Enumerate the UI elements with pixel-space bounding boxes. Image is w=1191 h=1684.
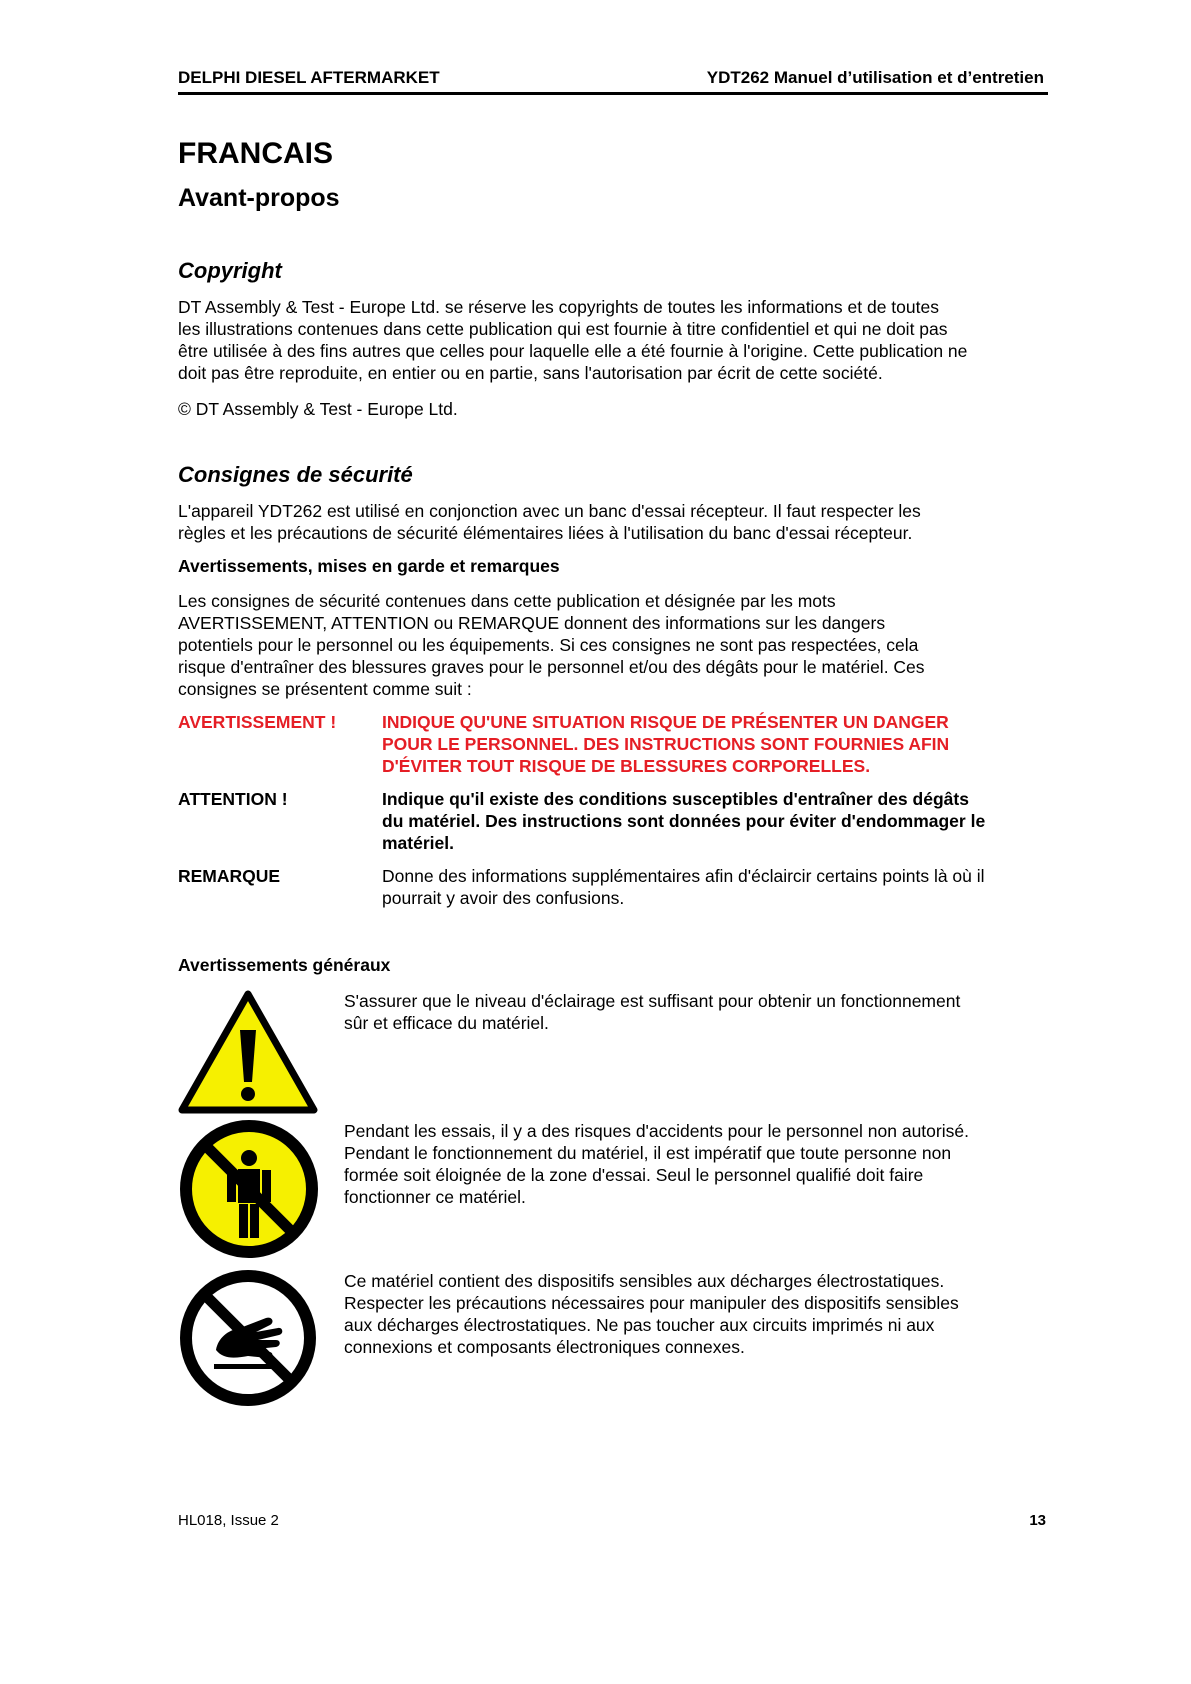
text-line: Pendant le fonctionnement du matériel, il est impératif que toute personne non [344,1143,952,1163]
note-label: REMARQUE [178,866,281,886]
caution-text [382,788,1048,854]
page-title: FRANCAIS [178,137,333,170]
text-line: être utilisée à des fins autres que celles pour laquelle elle a été fournie à l'origine. Cette publication ne [178,341,968,361]
text-line: matériel. [382,833,454,853]
text-line: formée soit éloignée de la zone d'essai. Seul le personnel qualifié doit faire [344,1165,924,1185]
footer-page-number: 13 [1029,1512,1046,1529]
copyright-heading: Copyright [178,258,282,283]
text-line: consignes se présentent comme suit : [178,679,472,699]
note-row [178,865,1048,913]
safety-intro [178,500,1048,544]
text-line: INDIQUE QU'UNE SITUATION RISQUE DE PRÉSENTER UN DANGER [382,712,949,732]
warning-text [382,711,1048,777]
text-line: Indique qu'il existe des conditions susceptibles d'entraîner des dégâts [382,789,969,809]
copyright-notice: © DT Assembly & Test - Europe Ltd. [178,399,458,419]
footer-document-id: HL018, Issue 2 [178,1512,279,1529]
text-line: du matériel. Des instructions sont données pour éviter d'endommager le [382,811,986,831]
unauthorized-personnel-text [344,1120,1048,1208]
copyright-paragraph [178,296,1048,384]
warnings-subheading: Avertissements, mises en garde et remarques [178,556,560,576]
text-line: sûr et efficace du matériel. [344,1013,549,1033]
page-subtitle: Avant-propos [178,184,340,212]
text-line: Ce matériel contient des dispositifs sensibles aux décharges électrostatiques. [344,1271,945,1291]
text-line: D'ÉVITER TOUT RISQUE DE BLESSURES CORPORELLES. [382,756,871,776]
caution-label: ATTENTION ! [178,789,288,809]
page-header [178,66,1048,95]
text-line: Respecter les précautions nécessaires pour manipuler des dispositifs sensibles [344,1293,959,1313]
warning-row [178,711,1048,781]
text-line: aux décharges électrostatiques. Ne pas toucher aux circuits imprimés ni aux [344,1315,935,1335]
text-line: Pendant les essais, il y a des risques d'accidents pour le personnel non autorisé. [344,1121,969,1141]
text-line: règles et les précautions de sécurité élémentaires liées à l'utilisation du banc d'essai récepteur. [178,523,913,543]
text-line: fonctionner ce matériel. [344,1187,526,1207]
no-unauthorized-person-icon [178,1118,320,1265]
text-line: Les consignes de sécurité contenues dans cette publication et désignée par les mots [178,591,836,611]
no-touch-esd-icon [178,1268,318,1413]
warning-triangle-icon [178,990,318,1120]
text-line: POUR LE PERSONNEL. DES INSTRUCTIONS SONT FOURNIES AFIN [382,734,950,754]
text-line: les illustrations contenues dans cette publication qui est fournie à titre confidentiel et qui ne doit pas [178,319,948,339]
header-company: DELPHI DIESEL AFTERMARKET [178,68,440,87]
text-line: potentiels pour le personnel ou les équipements. Si ces consignes ne sont pas respectées, cela [178,635,919,655]
text-line: S'assurer que le niveau d'éclairage est suffisant pour obtenir un fonctionnement [344,991,961,1011]
text-line: Donne des informations supplémentaires afin d'éclaircir certains points là où il [382,866,985,886]
general-warnings-heading: Avertissements généraux [178,955,391,975]
text-line: connexions et composants électroniques connexes. [344,1337,745,1357]
warning-label: AVERTISSEMENT ! [178,712,337,732]
text-line: pourrait y avoir des confusions. [382,888,625,908]
safety-heading: Consignes de sécurité [178,462,413,487]
caution-row [178,788,1048,858]
esd-warning-text [344,1270,1048,1358]
text-line: doit pas être reproduite, en entier ou en partie, sans l'autorisation par écrit de cette société. [178,363,883,383]
warnings-paragraph [178,590,1048,700]
text-line: L'appareil YDT262 est utilisé en conjonction avec un banc d'essai récepteur. Il faut respecter les [178,501,921,521]
header-manual-title: YDT262 Manuel d’utilisation et d’entretien [706,68,1044,87]
note-text [382,865,1048,909]
lighting-warning-text [344,990,1048,1034]
text-line: risque d'entraîner des blessures graves pour le personnel et/ou des dégâts pour le matériel. Ces [178,657,925,677]
text-line: AVERTISSEMENT, ATTENTION ou REMARQUE donnent des informations sur les dangers [178,613,886,633]
text-line: DT Assembly & Test - Europe Ltd. se réserve les copyrights de toutes les informations et de toutes [178,297,939,317]
